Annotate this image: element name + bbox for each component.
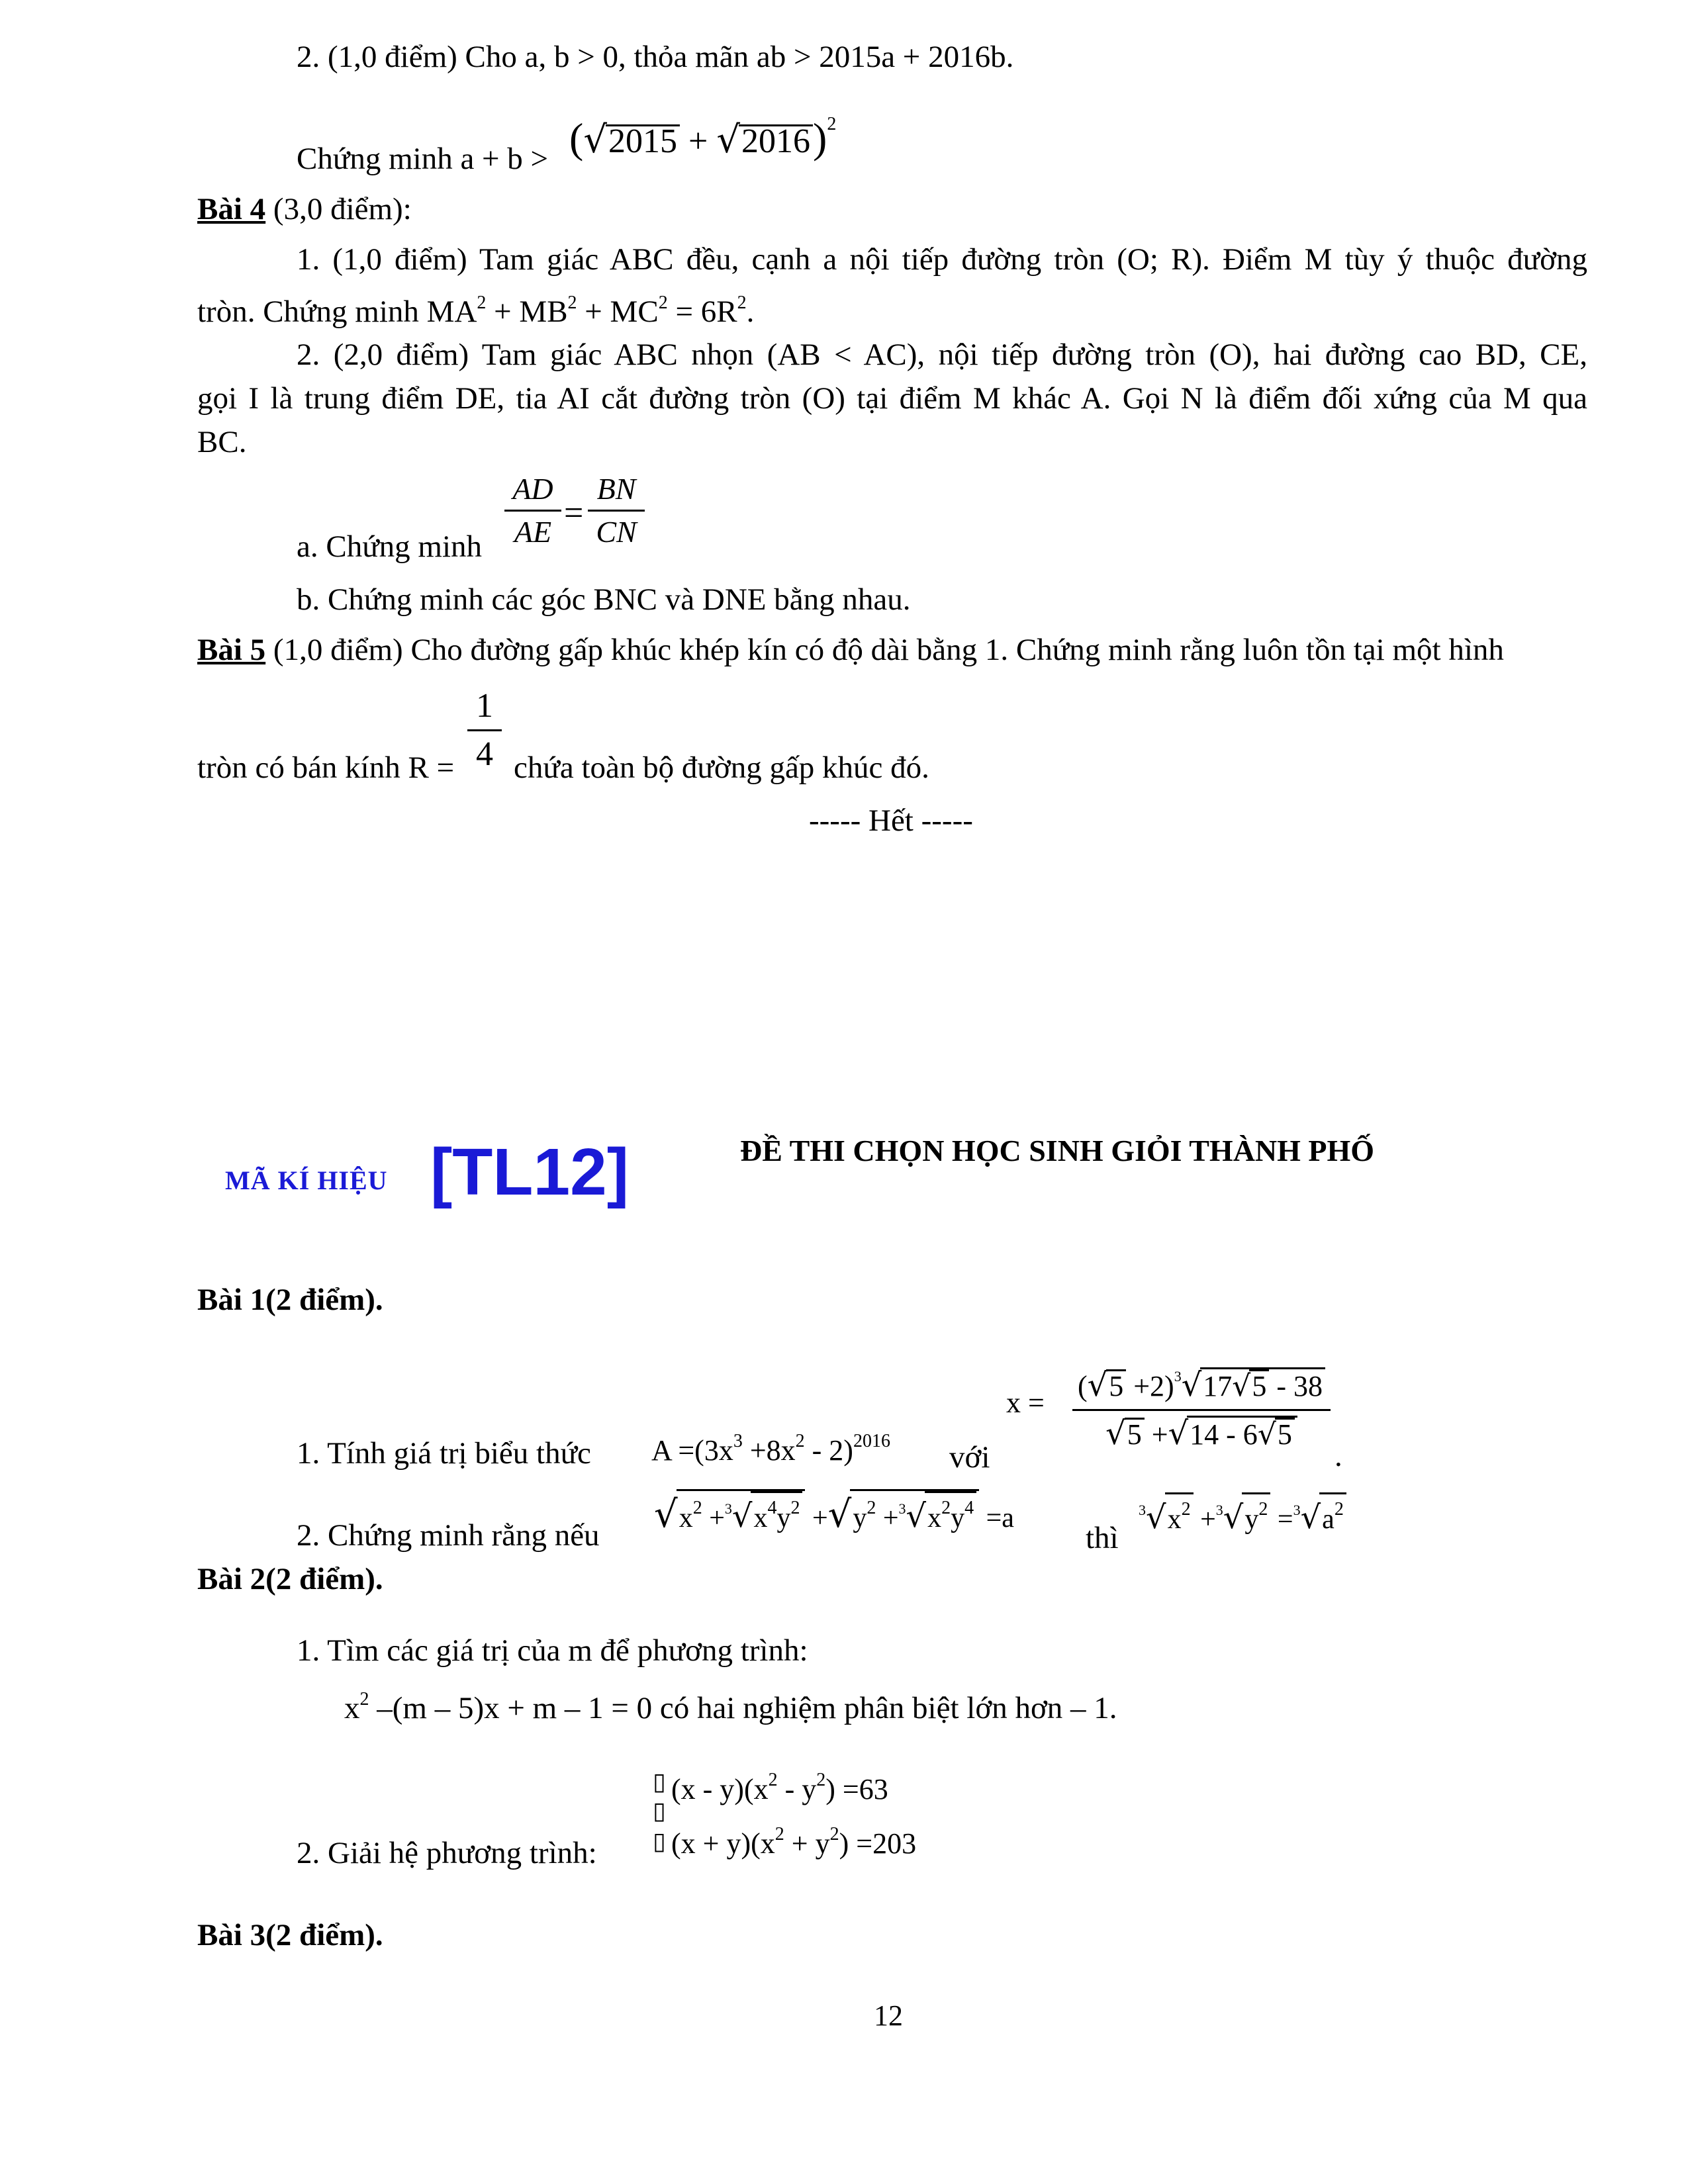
radicand [925,1491,976,1533]
bai1-item2-rhs [1139,1490,1346,1539]
cuberoot-symbol: √ [1223,1499,1244,1536]
radicand: 5 [1275,1418,1295,1450]
exponent: 2 [1258,1499,1268,1520]
exponent: 2 [1181,1499,1191,1520]
root-index: 3 [724,1500,732,1517]
b4-item1-line2 [197,283,754,332]
sqrt-symbol: √ [1257,1418,1276,1451]
exponent: 2 [790,1498,800,1518]
exponent: 2 [692,1498,702,1518]
bai1-heading: Bài 1(2 điểm). [197,1283,383,1317]
var: y [776,1503,791,1533]
brace-glyph-top: ▯ [653,1768,666,1796]
brace-glyph-mid: ▯ [653,1797,666,1825]
bai2-item1-text: 1. Tìm các giá trị của m để phương trình: [297,1633,808,1668]
cuberoot-symbol: √ [1146,1499,1166,1536]
root-index: 3 [1139,1502,1146,1518]
sqrt-symbol: √ [827,1493,852,1536]
exponent: 2 [816,1770,826,1790]
exponent: 2 [829,1824,839,1844]
bai4-points: (3,0 điểm): [265,192,412,226]
equals-a: =a [979,1503,1014,1533]
radicand [1319,1492,1346,1535]
radicand [850,1489,979,1533]
exponent: 3 [733,1431,743,1451]
fraction-bar [467,729,502,731]
bai1-voi: với [949,1440,990,1475]
expr-seg: 17 [1203,1370,1233,1402]
fraction-bar [588,510,645,512]
bai3-heading: Bài 3(2 điểm). [197,1918,383,1952]
radicand-2015: 2015 [606,124,680,157]
x-fraction-denominator [1072,1412,1331,1456]
exponent: 4 [767,1498,777,1518]
brace-glyph-bot: ▯ [653,1828,666,1855]
text-seg: –(m – 5)x + m – 1 = 0 có hai nghiệm phân biệt lớn hơn – 1. [369,1691,1117,1725]
exam-title: ĐỀ THI CHỌN HỌC SINH GIỎI THÀNH PHỐ [740,1134,1375,1167]
item2-rhs-expr [569,105,836,161]
cuberoot-symbol: √ [906,1498,927,1535]
exponent: 4 [964,1498,974,1518]
plus-sign: + [680,122,717,160]
radicand [1165,1492,1194,1535]
radicand [751,1491,802,1533]
exponent: 2016 [853,1431,890,1451]
text-seg: = 6R [667,295,737,329]
var: a [1322,1504,1335,1535]
item2-statement: 2. (1,0 điểm) Cho a, b > 0, thỏa mãn ab > 2015a + 2016b. [297,40,1014,74]
fraction-numerator: AD [512,472,553,506]
exponent: 2 [768,1770,778,1790]
b4-item1-line1: 1. (1,0 điểm) Tam giác ABC đều, cạnh a nội tiếp đường tròn (O; R). Điểm M tùy ý thuộc đường [297,242,1587,277]
code-value: [TL12] [430,1135,629,1209]
expr-seg: A =(3x [651,1434,733,1467]
text-seg: tròn. Chứng minh MA [197,295,477,329]
root-index: 3 [898,1500,906,1517]
exponent: 2 [867,1498,876,1518]
exponent: 2 [477,293,487,313]
exponent: 2 [941,1498,951,1518]
b4-item2b: b. Chứng minh các góc BNC và DNE bằng nhau. [297,582,911,617]
expr-seg: - 2) [804,1434,853,1467]
b4-item2-line2: gọi I là trung điểm DE, tia AI cắt đường tròn (O) tại điểm M khác A. Gọi N là điểm đối xứng của M qua [197,381,1587,416]
radicand [1242,1492,1270,1535]
sqrt-symbol: √ [716,118,741,161]
b4-item2a-prefix: a. Chứng minh [297,529,483,564]
code-label: MÃ KÍ HIỆU [225,1165,388,1195]
var: x [1167,1504,1182,1535]
expr-seg: +2) [1126,1370,1174,1402]
exponent: 2 [658,293,668,313]
radicand [677,1489,806,1533]
exponent: 2 [795,1431,805,1451]
equals-sign: = [1270,1504,1293,1535]
bai5-label: Bài 5 [197,633,266,667]
equals-sign: = [564,494,584,532]
fraction-numerator: 1 [476,687,493,725]
bai1-item1-text: 1. Tính giá trị biểu thức [297,1436,591,1471]
cuberoot-symbol: √ [731,1498,753,1535]
period: . [1335,1439,1342,1473]
text-seg: + MC [577,295,659,329]
fraction-numerator: BN [596,472,636,506]
cuberoot-symbol: √ [1181,1367,1202,1404]
sqrt-symbol: √ [583,118,607,161]
expr-seg: 14 - 6 [1190,1418,1258,1451]
fraction-one-quarter [467,686,502,775]
bai1-item2-text: 2. Chứng minh rằng nếu [297,1518,600,1553]
paren-open: ( [1077,1370,1088,1402]
var: y [951,1503,965,1533]
expr-seg: ) =203 [839,1827,917,1860]
exponent: 2 [737,293,747,313]
fraction-denominator: 4 [476,735,493,773]
fraction-bn-cn [588,471,645,550]
plus-sign: + [876,1503,899,1533]
root-index: 3 [1293,1502,1301,1518]
fraction-denominator: CN [596,515,637,549]
bai2-item1-eq [344,1680,1117,1728]
var: x [927,1503,942,1533]
fraction-denominator: AE [514,515,552,549]
x-equals: x = [1006,1387,1045,1419]
sqrt-symbol: √ [1105,1415,1126,1452]
root-index: 3 [1174,1368,1182,1385]
system-eq1 [671,1760,888,1809]
fraction-bar [504,510,561,512]
x-fraction [1072,1355,1331,1456]
radicand: 5 [1249,1369,1269,1402]
plus-sign: + [1193,1504,1216,1535]
cuberoot-symbol: √ [1300,1499,1321,1536]
exponent: 2 [359,1689,369,1709]
radicand [1200,1367,1325,1402]
bai1-item2-thi: thì [1086,1521,1119,1555]
exponent: 2 [827,114,837,134]
bai1-item2-lhs [654,1489,1014,1538]
var: y [853,1503,867,1533]
system-eq2 [671,1815,916,1864]
x-fraction-numerator [1072,1355,1331,1408]
expr-seg: (x - y)(x [671,1773,769,1805]
var: y [1244,1504,1259,1535]
expr-seg: (x + y)(x [671,1827,775,1860]
fraction-ad-ae [504,471,561,550]
sqrt-symbol: √ [654,1493,678,1536]
end-mark: ----- Hết ----- [809,803,973,838]
bai2-heading: Bài 2(2 điểm). [197,1562,383,1596]
expr-seg: - y [777,1773,817,1805]
expr-seg: ) =63 [825,1773,888,1805]
var: x [753,1503,768,1533]
item2-prove-text: Chứng minh a + b > [297,142,549,176]
radicand-2016: 2016 [739,124,813,157]
plus-sign: + [805,1503,828,1533]
radicand: 5 [1106,1369,1126,1402]
fraction-bar [1072,1409,1331,1411]
expr-seg: +8x [742,1434,796,1467]
bai5-line1 [197,630,1587,670]
text-seg: . [746,295,755,329]
page-number: 12 [874,1999,903,2032]
exponent: 2 [567,293,577,313]
expr-seg: - 38 [1269,1370,1323,1402]
radicand: 5 [1125,1418,1145,1450]
bai5-line2-tail: chứa toàn bộ đường gấp khúc đó. [514,751,929,785]
bai4-label: Bài 4 [197,192,266,226]
b4-item2-line3: BC. [197,425,247,459]
sqrt-symbol: √ [1232,1369,1251,1403]
expr-seg: + y [784,1827,830,1860]
exponent: 2 [774,1824,784,1844]
b4-item2-line1: 2. (2,0 điểm) Tam giác ABC nhọn (AB < AC), nội tiếp đường tròn (O), hai đường cao BD, CE, [297,338,1587,372]
root-index: 3 [1215,1502,1223,1518]
bai4-heading [197,189,412,229]
exponent: 2 [1334,1499,1344,1520]
var: x [679,1503,693,1533]
plus-sign: + [702,1503,725,1533]
sqrt-symbol: √ [1168,1415,1189,1452]
bai5-line2: tròn có bán kính R = [197,751,455,785]
paren-open: ( [569,114,584,161]
bai2-item2-text: 2. Giải hệ phương trình: [297,1836,597,1870]
bai5-text: (1,0 điểm) Cho đường gấp khúc khép kín có độ dài bằng 1. Chứng minh rằng luôn tồn tại một hình [265,633,1504,667]
sqrt-symbol: √ [1087,1367,1108,1404]
plus-sign: + [1144,1418,1168,1451]
radicand [1187,1416,1297,1450]
paren-close: ) [813,114,827,161]
var: x [344,1691,360,1725]
bai1-item1-expr [651,1422,890,1471]
system-brace [653,1768,669,1861]
text-seg: + MB [486,295,568,329]
